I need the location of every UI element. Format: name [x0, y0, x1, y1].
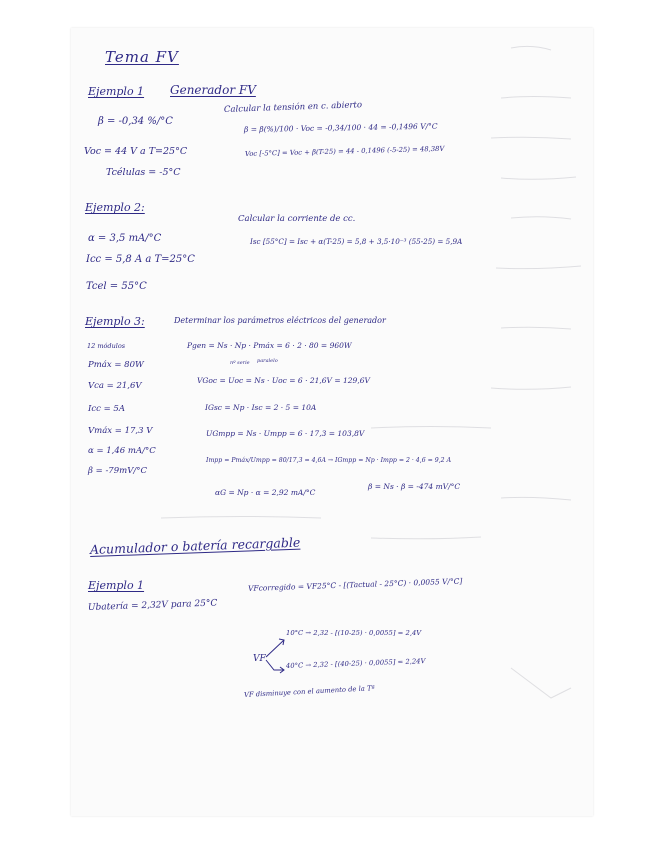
- vf-corrected-formula: VFcorregido = VF25°C - [(Tactual - 25°C) · 0,0055 V/°C]: [247, 576, 463, 593]
- vf-symbol: VF: [253, 654, 266, 664]
- vmax-given: Vmáx = 17,3 V: [88, 426, 153, 436]
- subscript-serie: nº serie: [230, 360, 250, 366]
- pgen-formula: Pgen = Ns · Np · Pmáx = 6 · 2 · 80 = 960W: [187, 341, 352, 350]
- alpha-given-3: α = 1,46 mA/°C: [88, 446, 156, 456]
- case-40c: 40°C → 2,32 - [(40-25) · 0,0055] = 2,24V: [285, 657, 426, 670]
- example-1-label: Ejemplo 1: [88, 85, 145, 98]
- example-3-label: Ejemplo 3:: [85, 315, 145, 328]
- impp-formula: Impp = Pmáx/Umpp = 80/17,3 = 4,6A → IGmpp = Np · Impp = 2 · 4,6 = 9,2 A: [206, 457, 452, 464]
- beta-given-3: β = -79mV/°C: [88, 466, 147, 476]
- page-title: Tema FV: [105, 48, 179, 66]
- icc-given: Icc = 5,8 A a T=25°C: [86, 254, 195, 265]
- pmax-given: Pmáx = 80W: [88, 360, 144, 370]
- voc-given: Voc = 44 V a T=25°C: [84, 146, 188, 157]
- subscript-paralelo: paralelo: [257, 358, 278, 364]
- instruction-2: Calcular la corriente de cc.: [238, 214, 356, 224]
- example-2-label: Ejemplo 2:: [85, 201, 145, 214]
- alpha-given: α = 3,5 mA/°C: [88, 233, 162, 244]
- vca-given: Vca = 21,6V: [88, 381, 142, 391]
- beta-given: β = -0,34 %/°C: [98, 116, 173, 127]
- icc-given-3: Icc = 5A: [88, 404, 125, 414]
- beta-formula: β = β(%)/100 · Voc = -0,34/100 · 44 = -0,1496 V/°C: [243, 121, 438, 134]
- example-4-label: Ejemplo 1: [88, 579, 145, 592]
- tcelulas-given: Tcélulas = -5°C: [106, 167, 181, 178]
- instruction-1: Calcular la tensión en c. abierto: [223, 100, 363, 115]
- isc-formula: Isc [55°C] = Isc + α(T-25) = 5,8 + 3,5·10⁻³ (55-25) = 5,9A: [250, 237, 463, 246]
- vf-note: VF disminuye con el aumento de la Tª: [243, 684, 375, 699]
- igsc-formula: IGsc = Np · Isc = 2 · 5 = 10A: [205, 403, 317, 412]
- voc-result: Voc [-5°C] = Voc + β(T-25) = 44 - 0,1496 (-5-25) = 48,38V: [244, 144, 445, 158]
- ugmpp-formula: UGmpp = Ns · Umpp = 6 · 17,3 = 103,8V: [206, 429, 365, 438]
- beta-g-formula: β = Ns · β = -474 mV/°C: [368, 482, 461, 491]
- tcel-given: Tcel = 55°C: [86, 281, 147, 292]
- alpha-g-formula: αG = Np · α = 2,92 mA/°C: [215, 488, 316, 497]
- modules-count: 12 módulos: [87, 342, 126, 350]
- ubateria-given: Ubatería = 2,32V para 25°C: [87, 598, 218, 613]
- instruction-3: Determinar los parámetros eléctricos del generador: [174, 316, 386, 325]
- case-10c: 10°C → 2,32 - [(10-25) · 0,0055] = 2,4V: [286, 629, 422, 637]
- vgoc-formula: VGoc = Uoc = Ns · Uoc = 6 · 21,6V = 129,6V: [197, 376, 370, 385]
- example-1-heading: Generador FV: [170, 83, 256, 97]
- section-4-heading: Acumulador o batería recargable: [89, 534, 301, 557]
